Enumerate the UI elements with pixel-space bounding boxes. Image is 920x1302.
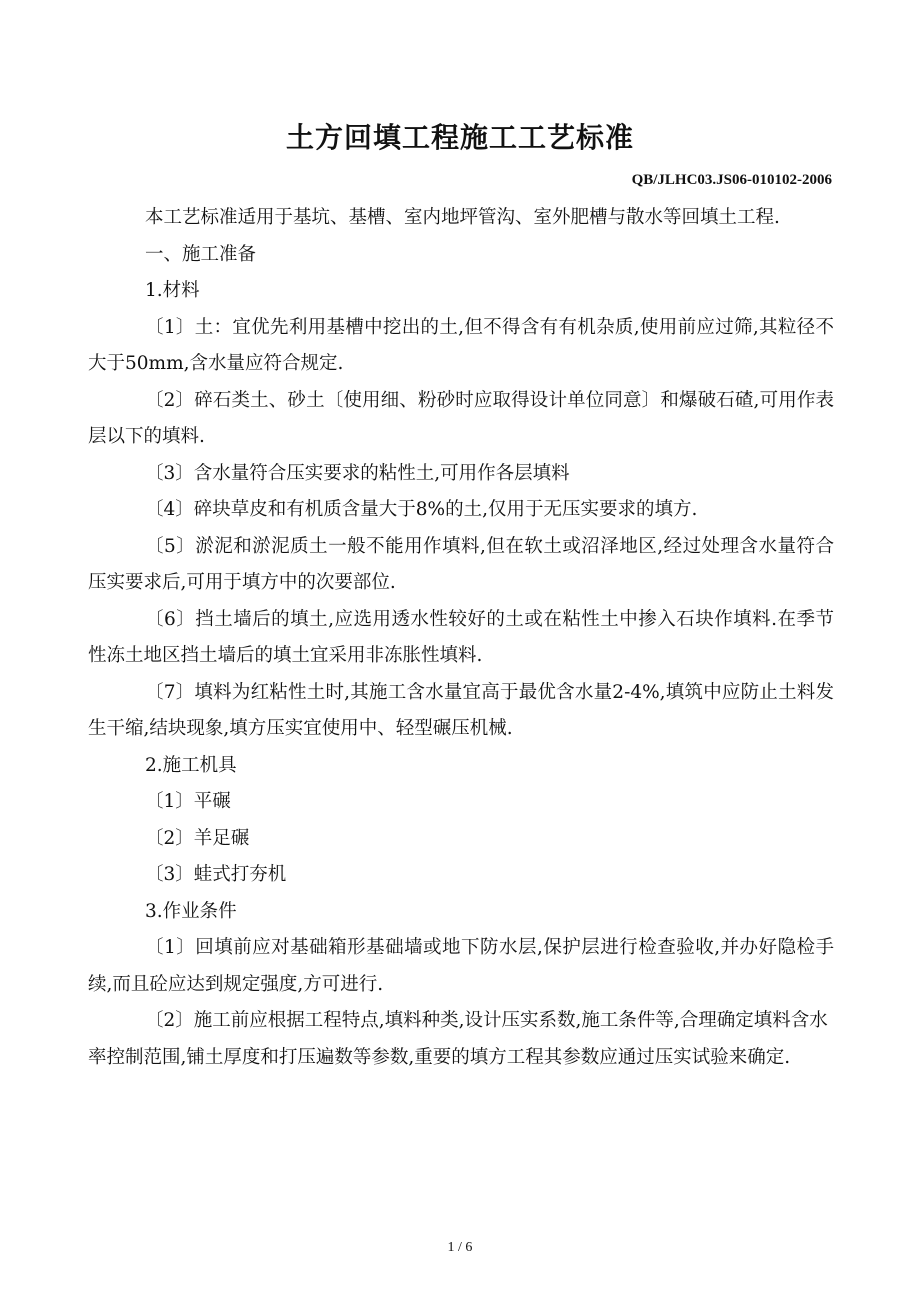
subsection-heading-equipment: 2.施工机具 <box>145 754 237 776</box>
section-heading-preparation: 一、施工准备 <box>145 243 257 265</box>
list-item-material-4: 〔4〕碎块草皮和有机质含量大于8%的土,仅用于无压实要求的填方. <box>145 499 698 520</box>
list-item-condition-1: 〔1〕回填前应对基础箱形基础墙或地下防水层,保护层进行检查验收,并办好隐检手续,而且砼应达到规定强度,方可进行. <box>88 937 834 995</box>
standard-code: QB/JLHC03.JS06-010102-2006 <box>631 172 832 188</box>
list-item-material-6: 〔6〕挡土墙后的填土,应选用透水性较好的土或在粘性土中掺入石块作填料.在季节性冻土地区挡土墙后的填土宜采用非冻胀性填料. <box>88 608 834 666</box>
list-item-material-7: 〔7〕填料为红粘性土时,其施工含水量宜高于最优含水量2-4%,填筑中应防止土料发生干缩,结块现象,填方压实宜使用中、轻型碾压机械. <box>88 681 834 739</box>
subsection-heading-materials: 1.材料 <box>145 280 200 301</box>
subsection-heading-conditions: 3.作业条件 <box>145 900 237 922</box>
list-item-material-3: 〔3〕含水量符合压实要求的粘性土,可用作各层填料 <box>145 462 570 484</box>
list-item-material-5: 〔5〕淤泥和淤泥质土一般不能用作填料,但在软土或沼泽地区,经过处理含水量符合压实要求后,可用于填方中的次要部位. <box>88 535 834 593</box>
page-number: 1 / 6 <box>447 1240 473 1255</box>
list-item-material-1: 〔1〕土：宜优先利用基槽中挖出的土,但不得含有有机杂质,使用前应过筛,其粒径不大于50mm,含水量应符合规定. <box>88 316 834 374</box>
list-item-equipment-3: 〔3〕蛙式打夯机 <box>145 864 287 885</box>
list-item-condition-2: 〔2〕施工前应根据工程特点,填料种类,设计压实系数,施工条件等,合理确定填料含水率控制范围,铺土厚度和打压遍数等参数,重要的填方工程其参数应通过压实试验来确定. <box>88 1010 828 1068</box>
list-item-equipment-1: 〔1〕平碾 <box>145 791 231 812</box>
document-body <box>88 200 834 1076</box>
paragraph-scope: 本工艺标准适用于基坑、基槽、室内地坪管沟、室外肥槽与散水等回填土工程. <box>145 207 780 228</box>
list-item-equipment-2: 〔2〕羊足碾 <box>145 827 250 849</box>
list-item-material-2: 〔2〕碎石类土、砂土〔使用细、粉砂时应取得设计单位同意〕和爆破石碴,可用作表层以下的填料. <box>88 389 834 447</box>
document-title: 土方回填工程施工工艺标准 <box>285 121 634 154</box>
